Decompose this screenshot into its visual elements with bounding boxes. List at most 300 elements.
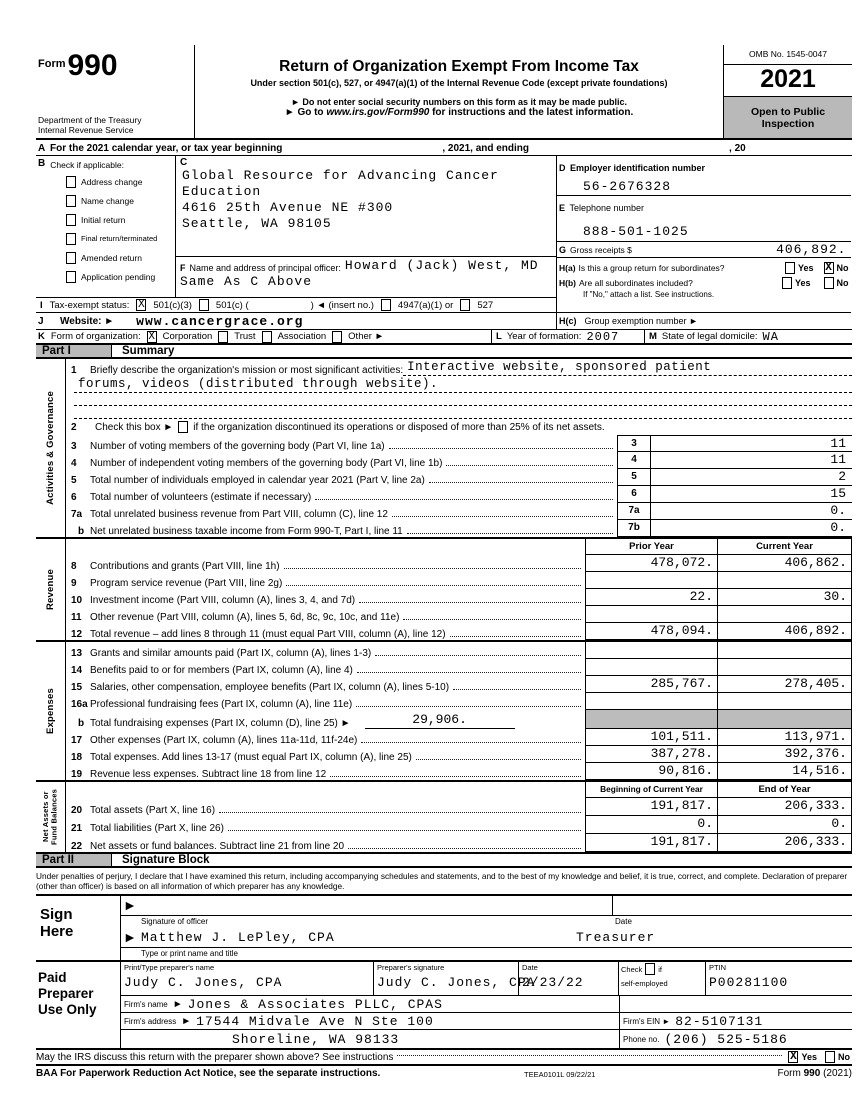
line18-prior[interactable]: 387,278. bbox=[585, 746, 717, 763]
line11-current[interactable] bbox=[717, 606, 852, 623]
address-change-label: Address change bbox=[81, 176, 143, 187]
discuss-yes-option bbox=[788, 1051, 817, 1063]
line8-label: Contributions and grants (Part VIII, line 1h) bbox=[90, 561, 280, 572]
net-assets-side-label bbox=[36, 782, 66, 852]
preparer-top-row bbox=[121, 962, 852, 996]
line-9 bbox=[66, 572, 852, 589]
if-word: if bbox=[658, 964, 663, 974]
line9-prior[interactable] bbox=[585, 572, 717, 589]
hb-question: Are all subordinates included? bbox=[579, 278, 693, 288]
line5-box: 5 bbox=[617, 469, 651, 486]
line12-num: 12 bbox=[71, 629, 83, 640]
state-of-domicile-value[interactable]: WA bbox=[762, 329, 779, 344]
line5-value[interactable]: 2 bbox=[651, 469, 852, 486]
form-number-block bbox=[36, 45, 194, 138]
initial-return-option bbox=[36, 210, 175, 229]
form-990-mark bbox=[38, 49, 194, 83]
line-i-label: Tax-exempt status: bbox=[49, 299, 130, 311]
line7b-label: Net unrelated business taxable income from Form 990-T, Part I, line 11 bbox=[90, 526, 403, 537]
line-20 bbox=[66, 798, 852, 816]
website-value[interactable]: www.cancergrace.org bbox=[136, 313, 304, 329]
line7a-value[interactable]: 0. bbox=[651, 503, 852, 520]
line10-label: Investment income (Part VIII, column (A), lines 3, 4, and 7d) bbox=[90, 595, 356, 606]
state-of-domicile-cell bbox=[644, 330, 852, 343]
ein-value[interactable]: 56-2676328 bbox=[583, 179, 672, 194]
line-k-letter: K bbox=[38, 331, 45, 342]
org-address[interactable]: 4616 25th Avenue NE #300 bbox=[182, 200, 394, 215]
hb-yes-label: Yes bbox=[794, 278, 811, 288]
line13-prior[interactable] bbox=[585, 642, 717, 659]
line3-value[interactable]: 11 bbox=[651, 435, 852, 452]
discuss-yes-label: Yes bbox=[801, 1052, 817, 1062]
line14-label: Benefits paid to or for members (Part IX, column (A), line 4) bbox=[90, 665, 353, 676]
baa-notice: BAA For Paperwork Reduction Act Notice, see the separate instructions. bbox=[36, 1068, 381, 1079]
line4-value[interactable]: 11 bbox=[651, 452, 852, 469]
mission-value-2[interactable]: forums, videos (distributed through website). bbox=[78, 377, 439, 391]
application-pending-label: Application pending bbox=[81, 271, 156, 282]
expenses-side-text: Expenses bbox=[44, 688, 56, 734]
organization-name-block bbox=[176, 156, 556, 256]
mission-blank-line-1[interactable] bbox=[74, 393, 852, 406]
footer-row bbox=[36, 1066, 852, 1082]
governance-side-text: Activities & Governance bbox=[44, 391, 56, 505]
line-8 bbox=[66, 555, 852, 572]
website-row bbox=[36, 312, 556, 329]
ha-yes-option bbox=[785, 262, 814, 274]
sign-here-block bbox=[36, 894, 852, 962]
hb-yes-checkbox[interactable] bbox=[782, 277, 792, 289]
dotted-leader bbox=[450, 636, 581, 637]
org-name-line1[interactable]: Global Resource for Advancing Cancer bbox=[182, 168, 499, 183]
ptin-value[interactable]: P00281100 bbox=[709, 975, 789, 990]
current-year-header: Current Year bbox=[717, 539, 852, 555]
firm-city-row bbox=[121, 1030, 852, 1048]
line-a-mid: , 2021, and ending bbox=[442, 143, 530, 154]
expenses-band bbox=[36, 640, 852, 780]
dotted-leader bbox=[416, 759, 581, 760]
mission-line-1 bbox=[66, 359, 852, 376]
line-i-letter: I bbox=[40, 299, 43, 311]
hb-note: If "No," attach a list. See instructions. bbox=[583, 290, 715, 299]
ssn-warning: ► Do not enter social security numbers on this form as it may be made public. bbox=[291, 97, 627, 107]
discuss-yes-checkbox[interactable]: X bbox=[790, 1051, 797, 1063]
line7b-num: b bbox=[78, 526, 85, 537]
line-18 bbox=[66, 746, 852, 763]
firm-ein-cell bbox=[619, 1013, 852, 1029]
line6-label: Total number of volunteers (estimate if necessary) bbox=[90, 492, 312, 503]
principal-officer-block bbox=[176, 256, 556, 297]
block-f-letter: F bbox=[180, 263, 186, 273]
paid-word: Paid bbox=[38, 970, 67, 985]
line-12 bbox=[66, 623, 852, 640]
line20-begin[interactable]: 191,817. bbox=[585, 798, 717, 816]
year-of-formation-value[interactable]: 2007 bbox=[586, 329, 620, 344]
ha-yes-checkbox[interactable] bbox=[785, 262, 795, 274]
officer-address-same[interactable]: Same As C Above bbox=[180, 274, 313, 289]
preparer-signature-label: Preparer's signature bbox=[377, 963, 445, 972]
preparer-word: Preparer bbox=[38, 986, 94, 1001]
block-e-letter: E bbox=[559, 203, 566, 213]
goto-line bbox=[195, 107, 723, 118]
firm-name-right-cell bbox=[619, 996, 852, 1012]
self-employed-checkbox[interactable] bbox=[645, 963, 655, 975]
line12-current[interactable]: 406,892. bbox=[717, 623, 852, 640]
line18-current[interactable]: 392,376. bbox=[717, 746, 852, 763]
line1-num: 1 bbox=[71, 365, 77, 376]
line6-value[interactable]: 15 bbox=[651, 486, 852, 503]
open-line1: Open to Public bbox=[750, 105, 826, 118]
form-footer-note bbox=[778, 1068, 852, 1079]
501c-label: 501(c) ( bbox=[215, 299, 249, 311]
officer-name-value[interactable]: Matthew J. LePley, CPA bbox=[141, 930, 335, 945]
line4-label: Number of independent voting members of the governing body (Part VI, line 1b) bbox=[90, 458, 443, 469]
line16b-label: Total fundraising expenses (Part IX, column (D), line 25) ► bbox=[90, 718, 351, 729]
paid-preparer-block bbox=[36, 962, 852, 1050]
line17-label: Other expenses (Part IX, column (A), lines 11a-11d, 11f-24e) bbox=[90, 735, 358, 746]
firm-address-label: Firm's address bbox=[124, 1016, 177, 1026]
gross-receipts-value[interactable]: 406,892. bbox=[776, 242, 847, 257]
balance-columns-header bbox=[66, 782, 852, 798]
dotted-leader bbox=[453, 689, 581, 690]
line16a-num: 16a bbox=[71, 699, 88, 710]
line-22 bbox=[66, 834, 852, 852]
amended-return-checkbox[interactable] bbox=[66, 252, 76, 264]
signature-of-officer-label: Signature of officer bbox=[141, 917, 209, 926]
line22-begin[interactable]: 191,817. bbox=[585, 834, 717, 852]
501c3-checkbox[interactable]: X bbox=[138, 299, 145, 311]
ha-question: Is this a group return for subordinates? bbox=[578, 263, 725, 273]
discuss-no-checkbox[interactable] bbox=[825, 1051, 835, 1063]
dotted-leader bbox=[403, 619, 581, 620]
firm-ein-label: Firm's EIN ► bbox=[623, 1016, 671, 1026]
firm-address-row bbox=[121, 1013, 852, 1030]
title-block bbox=[194, 45, 724, 138]
telephone-block bbox=[557, 196, 851, 242]
group-exemption-row bbox=[557, 312, 851, 329]
line19-prior[interactable]: 90,816. bbox=[585, 763, 717, 780]
line20-end[interactable]: 206,333. bbox=[717, 798, 852, 816]
mission-label: Briefly describe the organization's mission or most significant activities: bbox=[90, 365, 404, 376]
line-6 bbox=[66, 486, 852, 503]
dotted-leader bbox=[397, 1055, 782, 1056]
line17-prior[interactable]: 101,511. bbox=[585, 729, 717, 746]
telephone-label: Telephone number bbox=[569, 203, 645, 213]
association-checkbox[interactable] bbox=[262, 331, 272, 343]
line-21 bbox=[66, 816, 852, 834]
mission-blank-line-2[interactable] bbox=[74, 406, 852, 419]
officer-signature-row bbox=[121, 896, 852, 916]
form-footer-year: (2021) bbox=[820, 1068, 852, 1079]
4947a1-checkbox[interactable] bbox=[381, 299, 391, 311]
website-label: Website: ► bbox=[60, 315, 115, 327]
preparer-signature-value[interactable]: Judy C. Jones, CPA bbox=[377, 975, 536, 990]
line2-post: if the organization discontinued its operations or disposed of more than 25% of its net assets. bbox=[193, 421, 605, 433]
ha-letter: H(a) bbox=[559, 263, 576, 273]
part2-title: Signature Block bbox=[122, 854, 210, 866]
line21-label: Total liabilities (Part X, line 26) bbox=[90, 823, 224, 834]
line-a bbox=[36, 140, 852, 156]
line8-prior[interactable]: 478,072. bbox=[585, 555, 717, 572]
line11-prior[interactable] bbox=[585, 606, 717, 623]
goto-post: for instructions and the latest information. bbox=[429, 107, 634, 118]
gross-receipts-row bbox=[557, 242, 851, 257]
line5-num: 5 bbox=[71, 475, 77, 486]
firm-name-label: Firm's name bbox=[124, 999, 168, 1009]
line10-prior[interactable]: 22. bbox=[585, 589, 717, 606]
line-15 bbox=[66, 676, 852, 693]
part2-bar bbox=[36, 852, 852, 868]
name-change-checkbox[interactable] bbox=[66, 195, 76, 207]
line-a-text: For the 2021 calendar year, or tax year beginning bbox=[50, 143, 283, 154]
discontinued-checkbox[interactable] bbox=[178, 421, 188, 433]
phone-label: Phone no. bbox=[623, 1034, 660, 1044]
line20-label: Total assets (Part X, line 16) bbox=[90, 805, 216, 816]
line3-label: Number of voting members of the governing body (Part VI, line 1a) bbox=[90, 441, 385, 452]
year-of-formation-cell bbox=[491, 330, 644, 343]
form-subtitle: Under section 501(c), 527, or 4947(a)(1) of the Internal Revenue Code (except private foundations) bbox=[250, 78, 668, 88]
line-j-letter: J bbox=[38, 315, 44, 327]
initial-return-checkbox[interactable] bbox=[66, 214, 76, 226]
dotted-leader bbox=[375, 655, 581, 656]
ha-no-checkbox[interactable]: X bbox=[825, 262, 832, 274]
net-assets-side-text-2: Fund Balances bbox=[49, 789, 59, 845]
part2-label: Part II bbox=[36, 854, 112, 866]
gross-receipts-label: Gross receipts $ bbox=[570, 244, 632, 255]
type-print-label: Type or print name and title bbox=[141, 949, 238, 958]
line15-current[interactable]: 278,405. bbox=[717, 676, 852, 693]
dotted-leader bbox=[348, 848, 581, 849]
dept-line2: Internal Revenue Service bbox=[38, 124, 134, 135]
line21-begin[interactable]: 0. bbox=[585, 816, 717, 834]
association-label: Association bbox=[277, 331, 327, 342]
preparer-date-cell bbox=[519, 962, 619, 995]
organization-form-row bbox=[36, 329, 852, 343]
line19-current[interactable]: 14,516. bbox=[717, 763, 852, 780]
self-employed-word: self-employed bbox=[621, 979, 668, 988]
group-return-block bbox=[557, 257, 851, 312]
line-13 bbox=[66, 642, 852, 659]
line6-box: 6 bbox=[617, 486, 651, 503]
line9-label: Program service revenue (Part VIII, line 2g) bbox=[90, 578, 283, 589]
tax-year: 2021 bbox=[724, 65, 852, 97]
hc-letter: H(c) bbox=[559, 316, 577, 326]
line-k-label: Form of organization: bbox=[50, 331, 141, 342]
ha-yes-label: Yes bbox=[797, 263, 814, 273]
signature-labels-row bbox=[121, 916, 852, 928]
line4-num: 4 bbox=[71, 458, 77, 469]
arrow-icon: ► bbox=[123, 897, 137, 913]
line-5 bbox=[66, 469, 852, 486]
line10-current[interactable]: 30. bbox=[717, 589, 852, 606]
line7a-label: Total unrelated business revenue from Part VIII, column (C), line 12 bbox=[90, 509, 388, 520]
line13-label: Grants and similar amounts paid (Part IX, column (A), lines 1-3) bbox=[90, 648, 372, 659]
expenses-side-label bbox=[36, 642, 66, 780]
preparer-name-value[interactable]: Judy C. Jones, CPA bbox=[124, 975, 283, 990]
line-a-end: , 20 bbox=[729, 143, 746, 154]
hb-no-label: No bbox=[836, 278, 849, 288]
ptin-cell bbox=[706, 962, 852, 995]
form-word: Form bbox=[38, 58, 66, 70]
ha-row bbox=[559, 260, 849, 276]
line22-end[interactable]: 206,333. bbox=[717, 834, 852, 852]
revenue-side-text: Revenue bbox=[44, 568, 56, 610]
527-checkbox[interactable] bbox=[460, 299, 470, 311]
year-columns-header bbox=[66, 539, 852, 555]
line17-current[interactable]: 113,971. bbox=[717, 729, 852, 746]
corporation-label: Corporation bbox=[162, 331, 213, 342]
line-16a bbox=[66, 693, 852, 710]
mission-value-1[interactable]: Interactive website, sponsored patient bbox=[407, 360, 712, 374]
dotted-leader bbox=[286, 585, 581, 586]
insert-no-label: ) ◄ (insert no.) bbox=[310, 299, 374, 311]
hb-no-option bbox=[824, 277, 849, 289]
line13-num: 13 bbox=[71, 648, 83, 659]
use-only-word: Use Only bbox=[38, 1002, 97, 1017]
org-name-line2[interactable]: Education bbox=[182, 184, 262, 199]
line21-end[interactable]: 0. bbox=[717, 816, 852, 834]
phone-value[interactable]: (206) 525-5186 bbox=[664, 1031, 788, 1047]
line20-num: 20 bbox=[71, 805, 83, 816]
hb-no-checkbox[interactable] bbox=[824, 277, 834, 289]
dotted-leader bbox=[361, 742, 581, 743]
open-to-public-badge bbox=[724, 97, 852, 138]
org-city-state-zip[interactable]: Seattle, WA 98105 bbox=[182, 216, 332, 231]
amended-return-option bbox=[36, 248, 175, 267]
firm-city-value[interactable]: Shoreline, WA 98133 bbox=[232, 1031, 400, 1047]
trust-label: Trust bbox=[234, 331, 256, 342]
line2-num: 2 bbox=[71, 421, 77, 433]
line16b-prior-gray bbox=[585, 710, 717, 729]
officer-name-row bbox=[121, 928, 852, 948]
discuss-no-option bbox=[825, 1051, 850, 1063]
part1-title: Summary bbox=[122, 345, 175, 357]
dotted-leader bbox=[407, 533, 613, 534]
line6-num: 6 bbox=[71, 492, 77, 503]
line-14 bbox=[66, 659, 852, 676]
final-return-checkbox[interactable] bbox=[66, 233, 76, 245]
line15-prior[interactable]: 285,767. bbox=[585, 676, 717, 693]
dotted-leader bbox=[330, 776, 581, 777]
part1-bar bbox=[36, 343, 852, 359]
date-divider bbox=[612, 896, 613, 915]
line-4 bbox=[66, 452, 852, 469]
form-header bbox=[36, 45, 852, 140]
line4-box: 4 bbox=[617, 452, 651, 469]
line15-label: Salaries, other compensation, employee benefits (Part IX, column (A), lines 5-10) bbox=[90, 682, 450, 693]
block-b-letter: B bbox=[38, 158, 46, 169]
here-word: Here bbox=[40, 923, 74, 940]
other-checkbox[interactable] bbox=[332, 331, 342, 343]
state-of-domicile-label: State of legal domicile: bbox=[661, 331, 758, 342]
part1-label: Part I bbox=[36, 345, 112, 357]
line-m-letter: M bbox=[649, 331, 657, 342]
firm-ein-value[interactable]: 82-5107131 bbox=[675, 1013, 764, 1029]
line5-label: Total number of individuals employed in calendar year 2021 (Part V, line 2a) bbox=[90, 475, 425, 486]
sign-here-label bbox=[36, 896, 121, 960]
preparer-date-value[interactable]: 2/23/22 bbox=[522, 975, 584, 990]
discuss-no-label: No bbox=[838, 1052, 850, 1062]
line10-num: 10 bbox=[71, 595, 83, 606]
line16b-value[interactable]: 29,906. bbox=[365, 712, 515, 729]
revenue-band bbox=[36, 537, 852, 640]
goto-pre: ► Go to bbox=[284, 107, 327, 118]
line2-pre: Check this box ► bbox=[95, 421, 174, 433]
line16a-prior[interactable] bbox=[585, 693, 717, 710]
line14-num: 14 bbox=[71, 665, 83, 676]
firm-name-value[interactable]: Jones & Associates PLLC, CPAS bbox=[187, 996, 443, 1012]
line16a-label: Professional fundraising fees (Part IX, column (A), line 11e) bbox=[90, 699, 353, 710]
line3-num: 3 bbox=[71, 441, 77, 452]
application-pending-option bbox=[36, 267, 175, 286]
identification-block bbox=[36, 156, 852, 329]
net-assets-band bbox=[36, 780, 852, 852]
line8-current[interactable]: 406,862. bbox=[717, 555, 852, 572]
hb-yes-option bbox=[782, 277, 811, 289]
final-return-label: Final return/terminated bbox=[81, 234, 158, 243]
firm-name-row bbox=[121, 996, 852, 1013]
corporation-checkbox[interactable]: X bbox=[148, 330, 155, 343]
principal-officer-name[interactable]: Howard (Jack) West, MD bbox=[344, 258, 539, 273]
line7b-value[interactable]: 0. bbox=[651, 520, 852, 537]
line13-current[interactable] bbox=[717, 642, 852, 659]
line-3 bbox=[66, 435, 852, 452]
dotted-leader bbox=[429, 482, 613, 483]
line15-num: 15 bbox=[71, 682, 83, 693]
dotted-leader bbox=[389, 448, 613, 449]
line11-label: Other revenue (Part VIII, column (A), lines 5, 6d, 8c, 9c, 10c, and 11e) bbox=[90, 612, 400, 623]
final-return-option bbox=[36, 229, 175, 248]
form-footer-pre: Form bbox=[777, 1068, 804, 1079]
irs-url: www.irs.gov/Form990 bbox=[326, 107, 430, 118]
501c-checkbox[interactable] bbox=[199, 299, 209, 311]
dotted-leader bbox=[228, 830, 581, 831]
line-7a bbox=[66, 503, 852, 520]
address-change-checkbox[interactable] bbox=[66, 176, 76, 188]
block-d-letter: D bbox=[559, 163, 566, 173]
dotted-leader bbox=[446, 465, 613, 466]
line9-num: 9 bbox=[71, 578, 77, 589]
initial-return-label: Initial return bbox=[81, 214, 126, 225]
line9-current[interactable] bbox=[717, 572, 852, 589]
tax-exempt-status-row bbox=[36, 297, 556, 312]
line16a-current[interactable] bbox=[717, 693, 852, 710]
line12-prior[interactable]: 478,094. bbox=[585, 623, 717, 640]
beginning-year-header: Beginning of Current Year bbox=[585, 782, 717, 798]
ptin-label: PTIN bbox=[709, 963, 727, 972]
line22-label: Net assets or fund balances. Subtract line 21 from line 20 bbox=[90, 841, 345, 852]
firm-address-value[interactable]: 17544 Midvale Ave N Ste 100 bbox=[196, 1013, 434, 1029]
dotted-leader bbox=[219, 812, 581, 813]
arrow-icon: ► bbox=[181, 1015, 192, 1027]
telephone-value[interactable]: 888-501-1025 bbox=[583, 224, 689, 239]
line21-num: 21 bbox=[71, 823, 83, 834]
line7a-box: 7a bbox=[617, 503, 651, 520]
governance-side-label bbox=[36, 359, 66, 537]
line14-prior[interactable] bbox=[585, 659, 717, 676]
line22-num: 22 bbox=[71, 841, 83, 852]
line14-current[interactable] bbox=[717, 659, 852, 676]
line8-num: 8 bbox=[71, 561, 77, 572]
hb-letter: H(b) bbox=[559, 278, 576, 288]
preparer-name-label: Print/Type preparer's name bbox=[124, 963, 215, 972]
line-19 bbox=[66, 763, 852, 780]
check-if-applicable-block bbox=[36, 156, 176, 297]
dotted-leader bbox=[359, 602, 581, 603]
officer-title-value[interactable]: Treasurer bbox=[576, 930, 656, 945]
application-pending-checkbox[interactable] bbox=[66, 271, 76, 283]
527-label: 527 bbox=[477, 299, 494, 311]
trust-checkbox[interactable] bbox=[218, 331, 228, 343]
